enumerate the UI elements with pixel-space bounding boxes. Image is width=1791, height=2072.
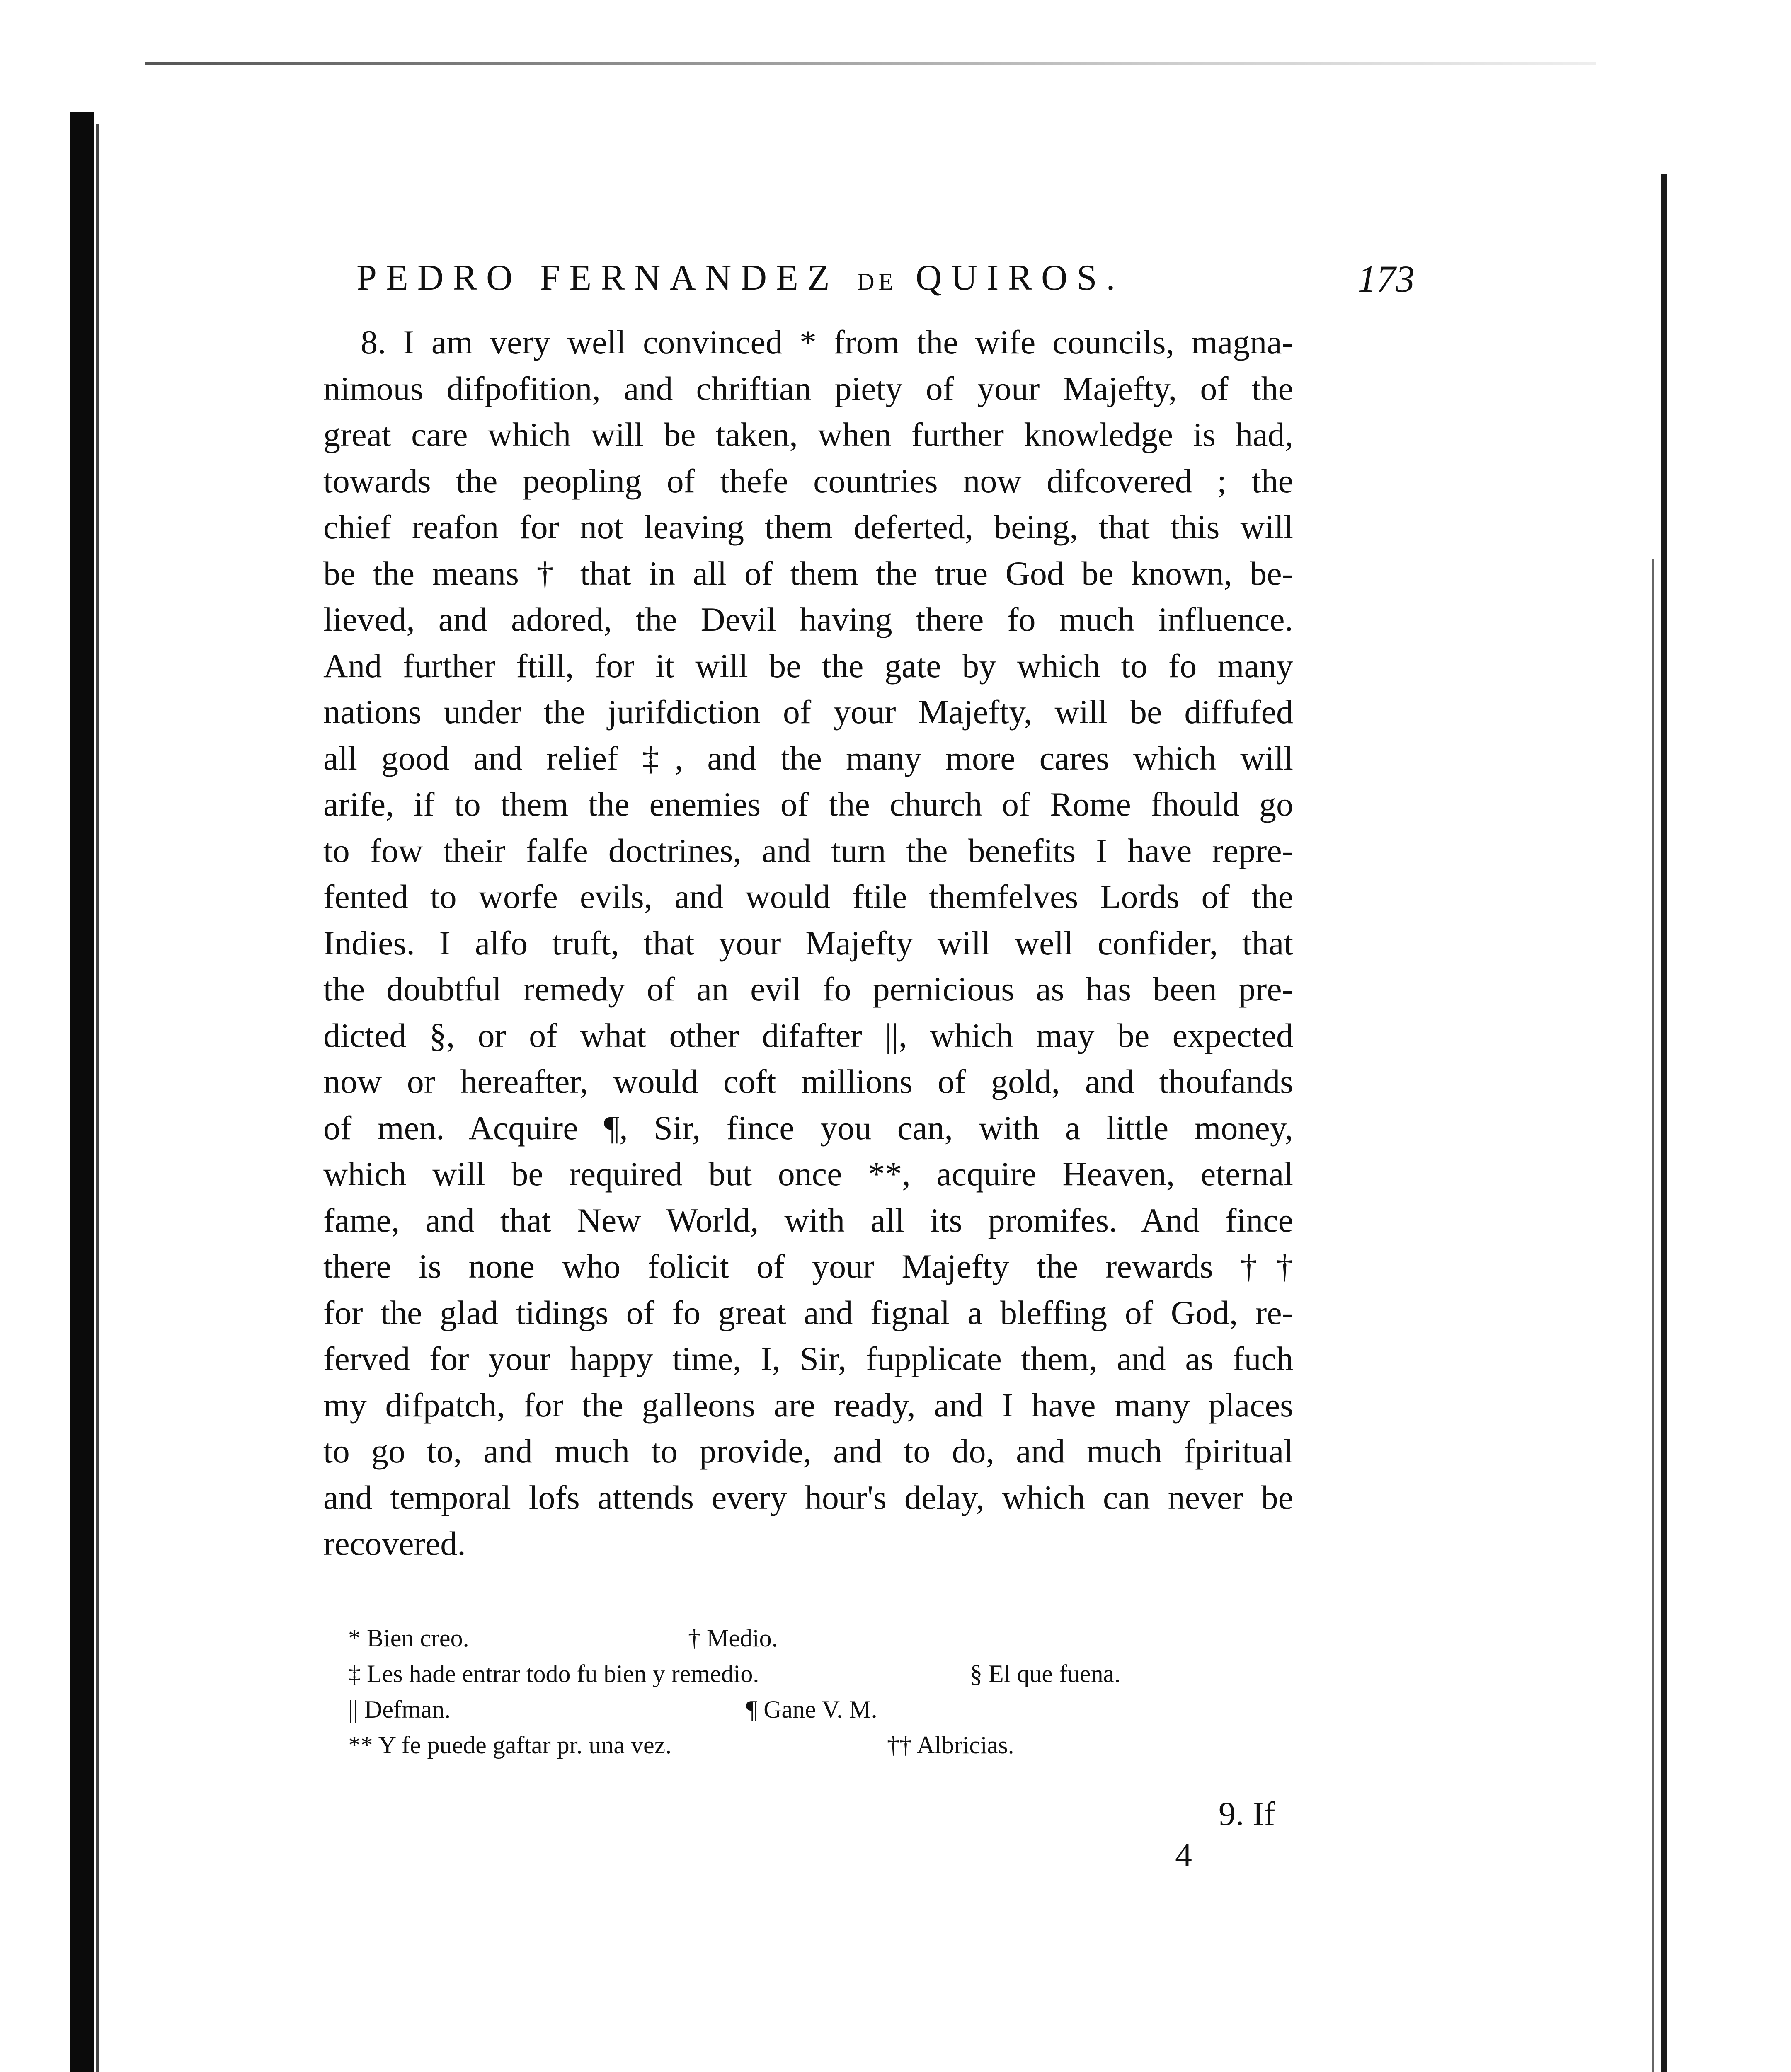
catchword: 9. If [1219, 1795, 1275, 1832]
text-line: towards the peopling of thefe countries now difcovered ; the [323, 462, 1293, 500]
footnote: * Bien creo. [348, 1624, 469, 1652]
text-line: to fow their falfe doctrines, and turn the benefits I have repre- [323, 831, 1293, 869]
text-line: recovered. [323, 1525, 466, 1562]
signature-mark: 4 [1175, 1836, 1192, 1874]
running-title-de: DE [857, 268, 897, 295]
text-line: fame, and that New World, with all its promifes. And fince [323, 1201, 1293, 1239]
scan-edge-right-inner [1652, 559, 1654, 2072]
text-line: nations under the jurifdiction of your Majefty, will be diffufed [323, 693, 1293, 731]
scan-edge-right [1661, 174, 1667, 2072]
scan-edge-top [145, 62, 1596, 65]
footnote: ¶ Gane V. M. [746, 1696, 877, 1723]
text-line: to go to, and much to provide, and to do, and much fpiritual [323, 1432, 1293, 1470]
footnote: § El que fuena. [970, 1660, 1121, 1687]
text-line: which will be required but once **, acquire Heaven, eternal [323, 1155, 1293, 1193]
page-number: 173 [1357, 258, 1415, 300]
text-line: the doubtful remedy of an evil fo pernicious as has been pre- [323, 970, 1293, 1008]
running-head [356, 257, 1310, 299]
text-line: and temporal lofs attends every hour's delay, which can never be [323, 1478, 1293, 1516]
footnote-row [348, 1620, 1301, 1656]
text-line: all good and relief ‡, and the many more cares which will [323, 739, 1293, 777]
text-line: be the means † that in all of them the true God be known, be- [323, 554, 1293, 592]
footnote: ‡ Les hade entrar todo fu bien y remedio. [348, 1660, 759, 1687]
footnote-row [348, 1656, 1301, 1692]
running-title-main: PEDRO FERNANDEZ [356, 258, 839, 298]
footnote: † Medio. [688, 1624, 778, 1652]
text-line: of men. Acquire ¶, Sir, fince you can, with a little money, [323, 1109, 1293, 1147]
scan-edge-left [70, 112, 94, 2072]
text-line: now or hereafter, would coft millions of gold, and thoufands [323, 1063, 1293, 1100]
footnotes [348, 1620, 1301, 1763]
body-paragraph [323, 319, 1293, 1567]
text-line: my difpatch, for the galleons are ready, and I have many places [323, 1386, 1293, 1424]
footnote: ** Y fe puede gaftar pr. una vez. [348, 1731, 672, 1759]
text-line: dicted §, or of what other difafter ||, which may be expected [323, 1016, 1293, 1054]
text-line: chief reafon for not leaving them deferted, being, that this will [323, 508, 1293, 546]
text-line: nimous difpofition, and chriftian piety of your Majefty, of the [323, 369, 1293, 407]
text-line: lieved, and adored, the Devil having there fo much influence. [323, 600, 1293, 638]
footnote: †† Albricias. [887, 1731, 1014, 1759]
text-line: fented to worfe evils, and would ftile themfelves Lords of the [323, 878, 1293, 915]
footnote: || Defman. [348, 1696, 451, 1723]
scan-edge-left-inner [96, 124, 99, 2072]
text-line: Indies. I alfo truft, that your Majefty will well confider, that [323, 924, 1293, 962]
text-line: 8. I am very well convinced * from the wife councils, magna- [361, 323, 1293, 361]
text-line: ferved for your happy time, I, Sir, fupplicate them, and as fuch [323, 1340, 1293, 1377]
text-line: And further ftill, for it will be the gate by which to fo many [323, 646, 1293, 685]
text-line: arife, if to them the enemies of the church of Rome fhould go [323, 785, 1293, 823]
footnote-row [348, 1692, 1301, 1727]
text-line: for the glad tidings of fo great and fignal a bleffing of God, re- [323, 1293, 1293, 1331]
footnote-row [348, 1727, 1301, 1763]
text-line: great care which will be taken, when further knowledge is had, [323, 416, 1293, 453]
text-line: there is none who folicit of your Majefty the rewards †† [323, 1247, 1293, 1285]
running-title-end: QUIROS. [915, 258, 1125, 298]
